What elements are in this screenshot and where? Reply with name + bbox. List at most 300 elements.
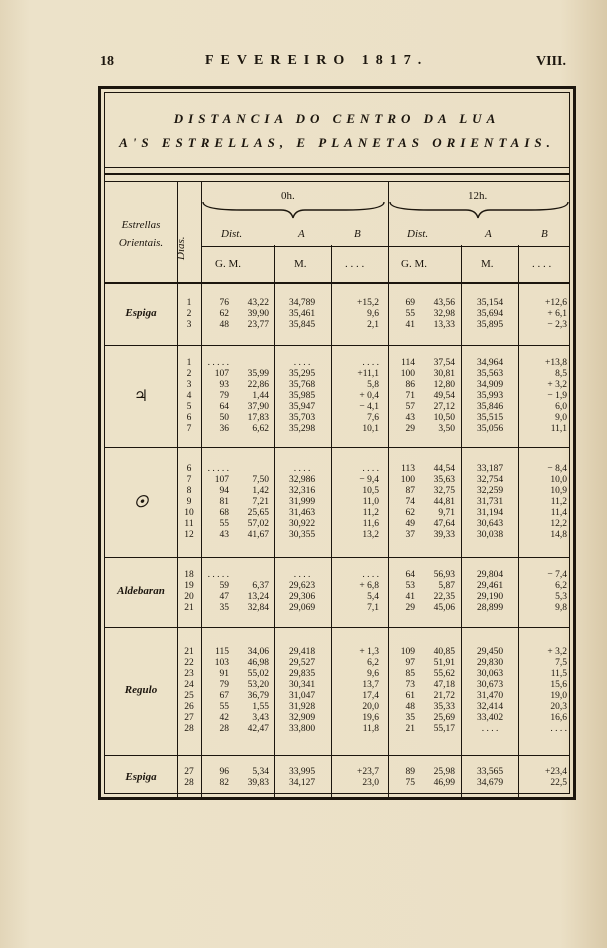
table-cell: 29 bbox=[405, 424, 415, 434]
table-cell: 27 bbox=[184, 713, 194, 723]
table-cell: 17,83 bbox=[247, 413, 269, 423]
table-row bbox=[105, 519, 569, 530]
table-row bbox=[105, 669, 569, 680]
table-cell: 32,414 bbox=[476, 702, 504, 712]
table-cell: 1,55 bbox=[252, 702, 269, 712]
table-cell: 6,37 bbox=[252, 581, 269, 591]
table-row bbox=[105, 486, 569, 497]
table-cell: 20,0 bbox=[362, 702, 379, 712]
table-cell: 29,450 bbox=[476, 647, 504, 657]
table-cell: − 7,4 bbox=[547, 570, 567, 580]
table-cell: 11,4 bbox=[550, 508, 567, 518]
table-cell: 9 bbox=[186, 497, 192, 507]
table-cell: 2 bbox=[186, 309, 192, 319]
table-cell: 47,64 bbox=[433, 519, 455, 529]
unit-m-0h: M. bbox=[294, 258, 307, 270]
table-cell: 12,2 bbox=[550, 519, 567, 529]
table-cell: 30,643 bbox=[476, 519, 504, 529]
table-cell: 13,24 bbox=[247, 592, 269, 602]
table-cell: 15,6 bbox=[550, 680, 567, 690]
table-cell: 25,69 bbox=[433, 713, 455, 723]
table-cell: 40,85 bbox=[433, 647, 455, 657]
star-group bbox=[105, 283, 569, 346]
table-cell: 75 bbox=[405, 778, 415, 788]
table-cell: 19,0 bbox=[550, 691, 567, 701]
table-cell: 29,830 bbox=[476, 658, 504, 668]
table-cell: 2,1 bbox=[367, 320, 379, 330]
table-cell: 4 bbox=[186, 391, 192, 401]
table-cell: 114 bbox=[401, 358, 415, 368]
table-cell: 10,5 bbox=[362, 486, 379, 496]
table-cell: 30,355 bbox=[288, 530, 316, 540]
table-cell: . . . . bbox=[293, 358, 311, 368]
table-cell: 18 bbox=[184, 570, 194, 580]
table-cell: 35,845 bbox=[288, 320, 316, 330]
table-cell: 26 bbox=[184, 702, 194, 712]
table-cell: 32,909 bbox=[288, 713, 316, 723]
table-cell: +15,2 bbox=[357, 298, 379, 308]
table-cell: 55,17 bbox=[433, 724, 455, 734]
table-cell: 22,35 bbox=[433, 592, 455, 602]
table-cell: 5,87 bbox=[438, 581, 455, 591]
table-title-line1: DISTANCIA DO CENTRO DA LUA bbox=[173, 111, 501, 126]
star-name: Aldebaran bbox=[117, 585, 165, 597]
header-a-0h: A bbox=[298, 228, 305, 240]
table-cell: 115 bbox=[215, 647, 229, 657]
table-cell: 35,694 bbox=[476, 309, 504, 319]
table-cell: 34,964 bbox=[476, 358, 504, 368]
table-title-line2: A'S ESTRELLAS, E PLANETAS ORIENTAIS. bbox=[119, 135, 555, 150]
table-cell: 35,99 bbox=[247, 369, 269, 379]
table-cell: 30,81 bbox=[433, 369, 455, 379]
table-row bbox=[105, 680, 569, 691]
star-name: ♃ bbox=[133, 388, 149, 405]
table-cell: 43 bbox=[219, 530, 229, 540]
table-cell: 8,5 bbox=[555, 369, 567, 379]
table-cell: 46,98 bbox=[247, 658, 269, 668]
table-cell: 109 bbox=[400, 647, 415, 657]
table-cell: . . . . bbox=[362, 464, 379, 474]
table-cell: 85 bbox=[405, 669, 415, 679]
month-title: FEVEREIRO 1817. bbox=[205, 53, 429, 68]
table-cell: 11 bbox=[184, 519, 194, 529]
table-cell: 37 bbox=[405, 530, 415, 540]
table-cell: − 9,4 bbox=[359, 475, 379, 485]
table-cell: 59 bbox=[219, 581, 229, 591]
table-cell: 33,565 bbox=[476, 767, 504, 777]
table-cell: 1 bbox=[186, 358, 192, 368]
table-cell: 33,800 bbox=[288, 724, 316, 734]
table-cell: + 3,2 bbox=[547, 647, 567, 657]
table-cell: 5,8 bbox=[367, 380, 379, 390]
table-row bbox=[105, 402, 569, 413]
table-cell: 6,0 bbox=[555, 402, 567, 412]
table-cell: 20 bbox=[184, 592, 194, 602]
table-cell: +13,8 bbox=[545, 358, 567, 368]
table-cell: 43,56 bbox=[433, 298, 455, 308]
table-cell: 44,81 bbox=[433, 497, 455, 507]
table-cell: 25 bbox=[184, 691, 194, 701]
table-cell: 31,194 bbox=[476, 508, 504, 518]
table-cell: 30,063 bbox=[476, 669, 504, 679]
table-cell: 35,33 bbox=[433, 702, 455, 712]
table-cell: +11,1 bbox=[357, 369, 379, 379]
table-cell: + 6,1 bbox=[547, 309, 567, 319]
table-cell: . . . . bbox=[550, 724, 567, 734]
table-frame bbox=[98, 86, 576, 800]
table-cell: 1,44 bbox=[252, 391, 269, 401]
table-cell: 13,7 bbox=[362, 680, 379, 690]
table-cell: 21 bbox=[184, 647, 194, 657]
table-cell: . . . . bbox=[293, 464, 311, 474]
section-number: VIII. bbox=[536, 54, 566, 69]
table-row bbox=[105, 380, 569, 391]
table-cell: 48 bbox=[405, 702, 415, 712]
table-cell: 29,306 bbox=[288, 592, 316, 602]
table-cell: 69 bbox=[405, 298, 415, 308]
header-star: Estrellas Orientais. bbox=[118, 219, 164, 249]
table-cell: 39,90 bbox=[247, 309, 269, 319]
table-cell: +23,4 bbox=[545, 767, 567, 777]
header-a-12h: A bbox=[485, 228, 492, 240]
table-cell: 6 bbox=[186, 413, 192, 423]
table-cell: 48 bbox=[219, 320, 229, 330]
table-row bbox=[105, 658, 569, 669]
star-name: Espiga bbox=[125, 307, 157, 319]
table-cell: 68 bbox=[219, 508, 229, 518]
table-cell: 19 bbox=[184, 581, 194, 591]
table-cell: 32,98 bbox=[433, 309, 455, 319]
table-row bbox=[105, 778, 569, 789]
table-cell: 11,6 bbox=[362, 519, 379, 529]
table-cell: 37,54 bbox=[433, 358, 455, 368]
table-cell: 12 bbox=[184, 530, 194, 540]
table-row bbox=[105, 647, 569, 658]
table-cell: + 1,3 bbox=[359, 647, 379, 657]
table-cell: 35,515 bbox=[476, 413, 504, 423]
table-cell: 44,54 bbox=[433, 464, 455, 474]
table-cell: 79 bbox=[219, 680, 229, 690]
table-cell: 10,1 bbox=[362, 424, 379, 434]
table-cell: 30,341 bbox=[288, 680, 316, 690]
star-group bbox=[105, 345, 569, 448]
table-cell: 22 bbox=[184, 658, 194, 668]
table-cell: 13,2 bbox=[362, 530, 379, 540]
table-cell: 47 bbox=[219, 592, 229, 602]
table-cell: 28 bbox=[219, 724, 229, 734]
table-cell: 35,895 bbox=[476, 320, 504, 330]
table-cell: 3 bbox=[186, 320, 192, 330]
table-cell: 23 bbox=[184, 669, 194, 679]
table-cell: 29,069 bbox=[288, 603, 316, 613]
table-cell: 11,0 bbox=[362, 497, 379, 507]
table-cell: 30,922 bbox=[288, 519, 316, 529]
table-cell: 30,673 bbox=[476, 680, 504, 690]
table-row bbox=[105, 581, 569, 592]
table-cell: 32,986 bbox=[288, 475, 316, 485]
table-cell: 35,63 bbox=[433, 475, 455, 485]
table-cell: 31,731 bbox=[476, 497, 504, 507]
table-cell: 29,418 bbox=[288, 647, 316, 657]
column-header bbox=[105, 181, 569, 284]
table-row bbox=[105, 413, 569, 424]
header-rule bbox=[201, 246, 569, 247]
table-row bbox=[105, 713, 569, 724]
table-cell: 21,72 bbox=[433, 691, 455, 701]
table-cell: 35,768 bbox=[288, 380, 316, 390]
table-cell: 13,33 bbox=[433, 320, 455, 330]
table-cell: 35 bbox=[405, 713, 415, 723]
table-cell: 25,98 bbox=[433, 767, 455, 777]
table-cell: 34,127 bbox=[288, 778, 316, 788]
table-cell: 2 bbox=[186, 369, 192, 379]
table-cell: − 1,9 bbox=[547, 391, 567, 401]
table-cell: 49,54 bbox=[433, 391, 455, 401]
star-group bbox=[105, 627, 569, 756]
table-cell: 62 bbox=[219, 309, 229, 319]
table-cell: 96 bbox=[219, 767, 229, 777]
table-cell: 47,18 bbox=[433, 680, 455, 690]
table-cell: 91 bbox=[219, 669, 229, 679]
table-cell: 10,50 bbox=[433, 413, 455, 423]
table-cell: 3 bbox=[186, 380, 192, 390]
table-cell: 81 bbox=[219, 497, 229, 507]
table-cell: 5,34 bbox=[252, 767, 269, 777]
table-cell: 11,8 bbox=[362, 724, 379, 734]
table-cell: . . . . bbox=[362, 570, 379, 580]
table-cell: 9,6 bbox=[367, 669, 379, 679]
star-group bbox=[105, 447, 569, 558]
table-cell: 35,703 bbox=[288, 413, 316, 423]
table-cell: 32,259 bbox=[476, 486, 504, 496]
table-cell: 22,5 bbox=[550, 778, 567, 788]
table-cell: 11,2 bbox=[362, 508, 379, 518]
star-name: Espiga bbox=[125, 771, 157, 783]
table-cell: 7 bbox=[186, 475, 192, 485]
star-group bbox=[105, 557, 569, 628]
table-cell: 35,295 bbox=[288, 369, 316, 379]
table-row bbox=[105, 702, 569, 713]
table-cell: 67 bbox=[219, 691, 229, 701]
table-cell: 53 bbox=[405, 581, 415, 591]
table-cell: 33,187 bbox=[476, 464, 504, 474]
table-row bbox=[105, 424, 569, 435]
table-cell: 10 bbox=[184, 508, 194, 518]
table-cell: 14,8 bbox=[550, 530, 567, 540]
table-cell: 29,835 bbox=[288, 669, 316, 679]
table-cell: . . . . . bbox=[207, 464, 229, 474]
table-cell: 35,563 bbox=[476, 369, 504, 379]
table-cell: 37,90 bbox=[247, 402, 269, 412]
table-cell: 1,42 bbox=[252, 486, 269, 496]
table-cell: 35,947 bbox=[288, 402, 316, 412]
table-cell: 3,43 bbox=[252, 713, 269, 723]
table-cell: 50 bbox=[219, 413, 229, 423]
table-cell: 6,2 bbox=[367, 658, 379, 668]
table-row bbox=[105, 391, 569, 402]
header-time-0h: 0h. bbox=[281, 190, 295, 202]
table-cell: − 8,4 bbox=[547, 464, 567, 474]
table-cell: 10,0 bbox=[550, 475, 567, 485]
table-cell: 7,50 bbox=[252, 475, 269, 485]
table-cell: 21 bbox=[184, 603, 194, 613]
table-cell: 29,527 bbox=[288, 658, 316, 668]
table-cell: 31,463 bbox=[288, 508, 316, 518]
table-row bbox=[105, 592, 569, 603]
table-cell: 97 bbox=[405, 658, 415, 668]
table-cell: 24 bbox=[184, 680, 194, 690]
table-title bbox=[105, 93, 569, 175]
table-cell: . . . . bbox=[481, 724, 499, 734]
table-cell: 42,47 bbox=[247, 724, 269, 734]
table-cell: 5,4 bbox=[367, 592, 379, 602]
table-cell: 7,1 bbox=[367, 603, 379, 613]
table-cell: 35,993 bbox=[476, 391, 504, 401]
header-days: Dias. bbox=[175, 236, 187, 260]
table-cell: 29,623 bbox=[288, 581, 316, 591]
table-row bbox=[105, 358, 569, 369]
header-b-0h: B bbox=[354, 228, 361, 240]
table-cell: 6 bbox=[186, 464, 192, 474]
table-cell: 74 bbox=[405, 497, 415, 507]
table-row bbox=[105, 369, 569, 380]
table-cell: 64 bbox=[405, 570, 415, 580]
table-cell: 23,0 bbox=[362, 778, 379, 788]
table-cell: 56,93 bbox=[433, 570, 455, 580]
table-cell: 35,846 bbox=[476, 402, 504, 412]
unit-dots-12h: . . . . bbox=[532, 258, 552, 270]
table-cell: +12,6 bbox=[545, 298, 567, 308]
table-cell: 23,77 bbox=[247, 320, 269, 330]
table-row bbox=[105, 298, 569, 309]
table-cell: 29 bbox=[405, 603, 415, 613]
table-cell: 41,67 bbox=[247, 530, 269, 540]
table-cell: 21 bbox=[405, 724, 415, 734]
table-cell: 28,899 bbox=[476, 603, 504, 613]
table-cell: 55 bbox=[219, 519, 229, 529]
table-cell: 31,999 bbox=[288, 497, 316, 507]
table-cell: 34,06 bbox=[247, 647, 269, 657]
table-cell: 17,4 bbox=[362, 691, 379, 701]
table-cell: . . . . bbox=[293, 570, 311, 580]
table-cell: 51,91 bbox=[433, 658, 455, 668]
table-cell: 32,316 bbox=[288, 486, 316, 496]
table-cell: 30,038 bbox=[476, 530, 504, 540]
table-cell: 29,461 bbox=[476, 581, 504, 591]
star-name: ☉ bbox=[133, 494, 149, 511]
table-cell: 94 bbox=[219, 486, 229, 496]
table-cell: 43 bbox=[405, 413, 415, 423]
table-cell: 57,02 bbox=[247, 519, 269, 529]
table-cell: 43,22 bbox=[247, 298, 269, 308]
table-cell: 7 bbox=[186, 424, 192, 434]
table-cell: 32,754 bbox=[476, 475, 504, 485]
table-row bbox=[105, 320, 569, 331]
title-rule bbox=[105, 167, 569, 168]
table-row bbox=[105, 691, 569, 702]
table-cell: + 3,2 bbox=[547, 380, 567, 390]
table-cell: 32,75 bbox=[433, 486, 455, 496]
table-cell: 86 bbox=[405, 380, 415, 390]
header-dist-0h: Dist. bbox=[221, 228, 243, 240]
table-cell: 36 bbox=[219, 424, 229, 434]
table-cell: 12,80 bbox=[433, 380, 455, 390]
table-cell: 9,6 bbox=[367, 309, 379, 319]
table-cell: . . . . . bbox=[207, 358, 229, 368]
table-cell: 3,50 bbox=[438, 424, 455, 434]
table-cell: 25,65 bbox=[247, 508, 269, 518]
table-cell: 49 bbox=[405, 519, 415, 529]
table-cell: 35,298 bbox=[288, 424, 316, 434]
table-cell: 5 bbox=[186, 402, 192, 412]
table-cell: 7,6 bbox=[367, 413, 379, 423]
table-cell: 87 bbox=[405, 486, 415, 496]
table-row bbox=[105, 530, 569, 541]
table-row bbox=[105, 475, 569, 486]
table-cell: 7,21 bbox=[252, 497, 269, 507]
table-cell: 35,056 bbox=[476, 424, 504, 434]
table-cell: 41 bbox=[405, 592, 415, 602]
table-cell: 35,461 bbox=[288, 309, 316, 319]
table-cell: 107 bbox=[214, 369, 229, 379]
table-cell: 29,804 bbox=[476, 570, 504, 580]
table-cell: 103 bbox=[214, 658, 229, 668]
header-dist-12h: Dist. bbox=[407, 228, 429, 240]
table-cell: 1 bbox=[186, 298, 192, 308]
table-cell: 9,0 bbox=[555, 413, 567, 423]
table-cell: 32,84 bbox=[247, 603, 269, 613]
unit-gm-12h: G. M. bbox=[401, 258, 427, 270]
table-row bbox=[105, 570, 569, 581]
table-cell: 42 bbox=[219, 713, 229, 723]
table-cell: 55,02 bbox=[247, 669, 269, 679]
table-cell: 34,679 bbox=[476, 778, 504, 788]
table-cell: 16,6 bbox=[550, 713, 567, 723]
table-row bbox=[105, 508, 569, 519]
table-cell: 36,79 bbox=[247, 691, 269, 701]
table-cell: 82 bbox=[219, 778, 229, 788]
table-cell: 31,047 bbox=[288, 691, 316, 701]
table-body bbox=[104, 92, 570, 794]
table-cell: 19,6 bbox=[362, 713, 379, 723]
table-cell: 45,06 bbox=[433, 603, 455, 613]
table-cell: 55 bbox=[405, 309, 415, 319]
table-row bbox=[105, 603, 569, 614]
table-cell: . . . . . bbox=[207, 570, 229, 580]
table-cell: 11,2 bbox=[550, 497, 567, 507]
table-cell: 46,99 bbox=[433, 778, 455, 788]
table-cell: 6,2 bbox=[555, 581, 567, 591]
unit-gm-0h: G. M. bbox=[215, 258, 241, 270]
table-row bbox=[105, 724, 569, 735]
table-cell: 22,86 bbox=[247, 380, 269, 390]
table-cell: + 6,8 bbox=[359, 581, 379, 591]
table-cell: 39,83 bbox=[247, 778, 269, 788]
table-cell: 79 bbox=[219, 391, 229, 401]
table-cell: . . . . bbox=[362, 358, 379, 368]
table-cell: 8 bbox=[186, 486, 192, 496]
table-cell: 100 bbox=[400, 475, 415, 485]
table-cell: 61 bbox=[405, 691, 415, 701]
table-cell: 11,1 bbox=[550, 424, 567, 434]
table-cell: 93 bbox=[219, 380, 229, 390]
header-braces bbox=[201, 200, 581, 220]
table-cell: 9,8 bbox=[555, 603, 567, 613]
unit-dots-0h: . . . . bbox=[345, 258, 365, 270]
table-row bbox=[105, 767, 569, 778]
table-cell: 29,190 bbox=[476, 592, 504, 602]
table-cell: 31,928 bbox=[288, 702, 316, 712]
